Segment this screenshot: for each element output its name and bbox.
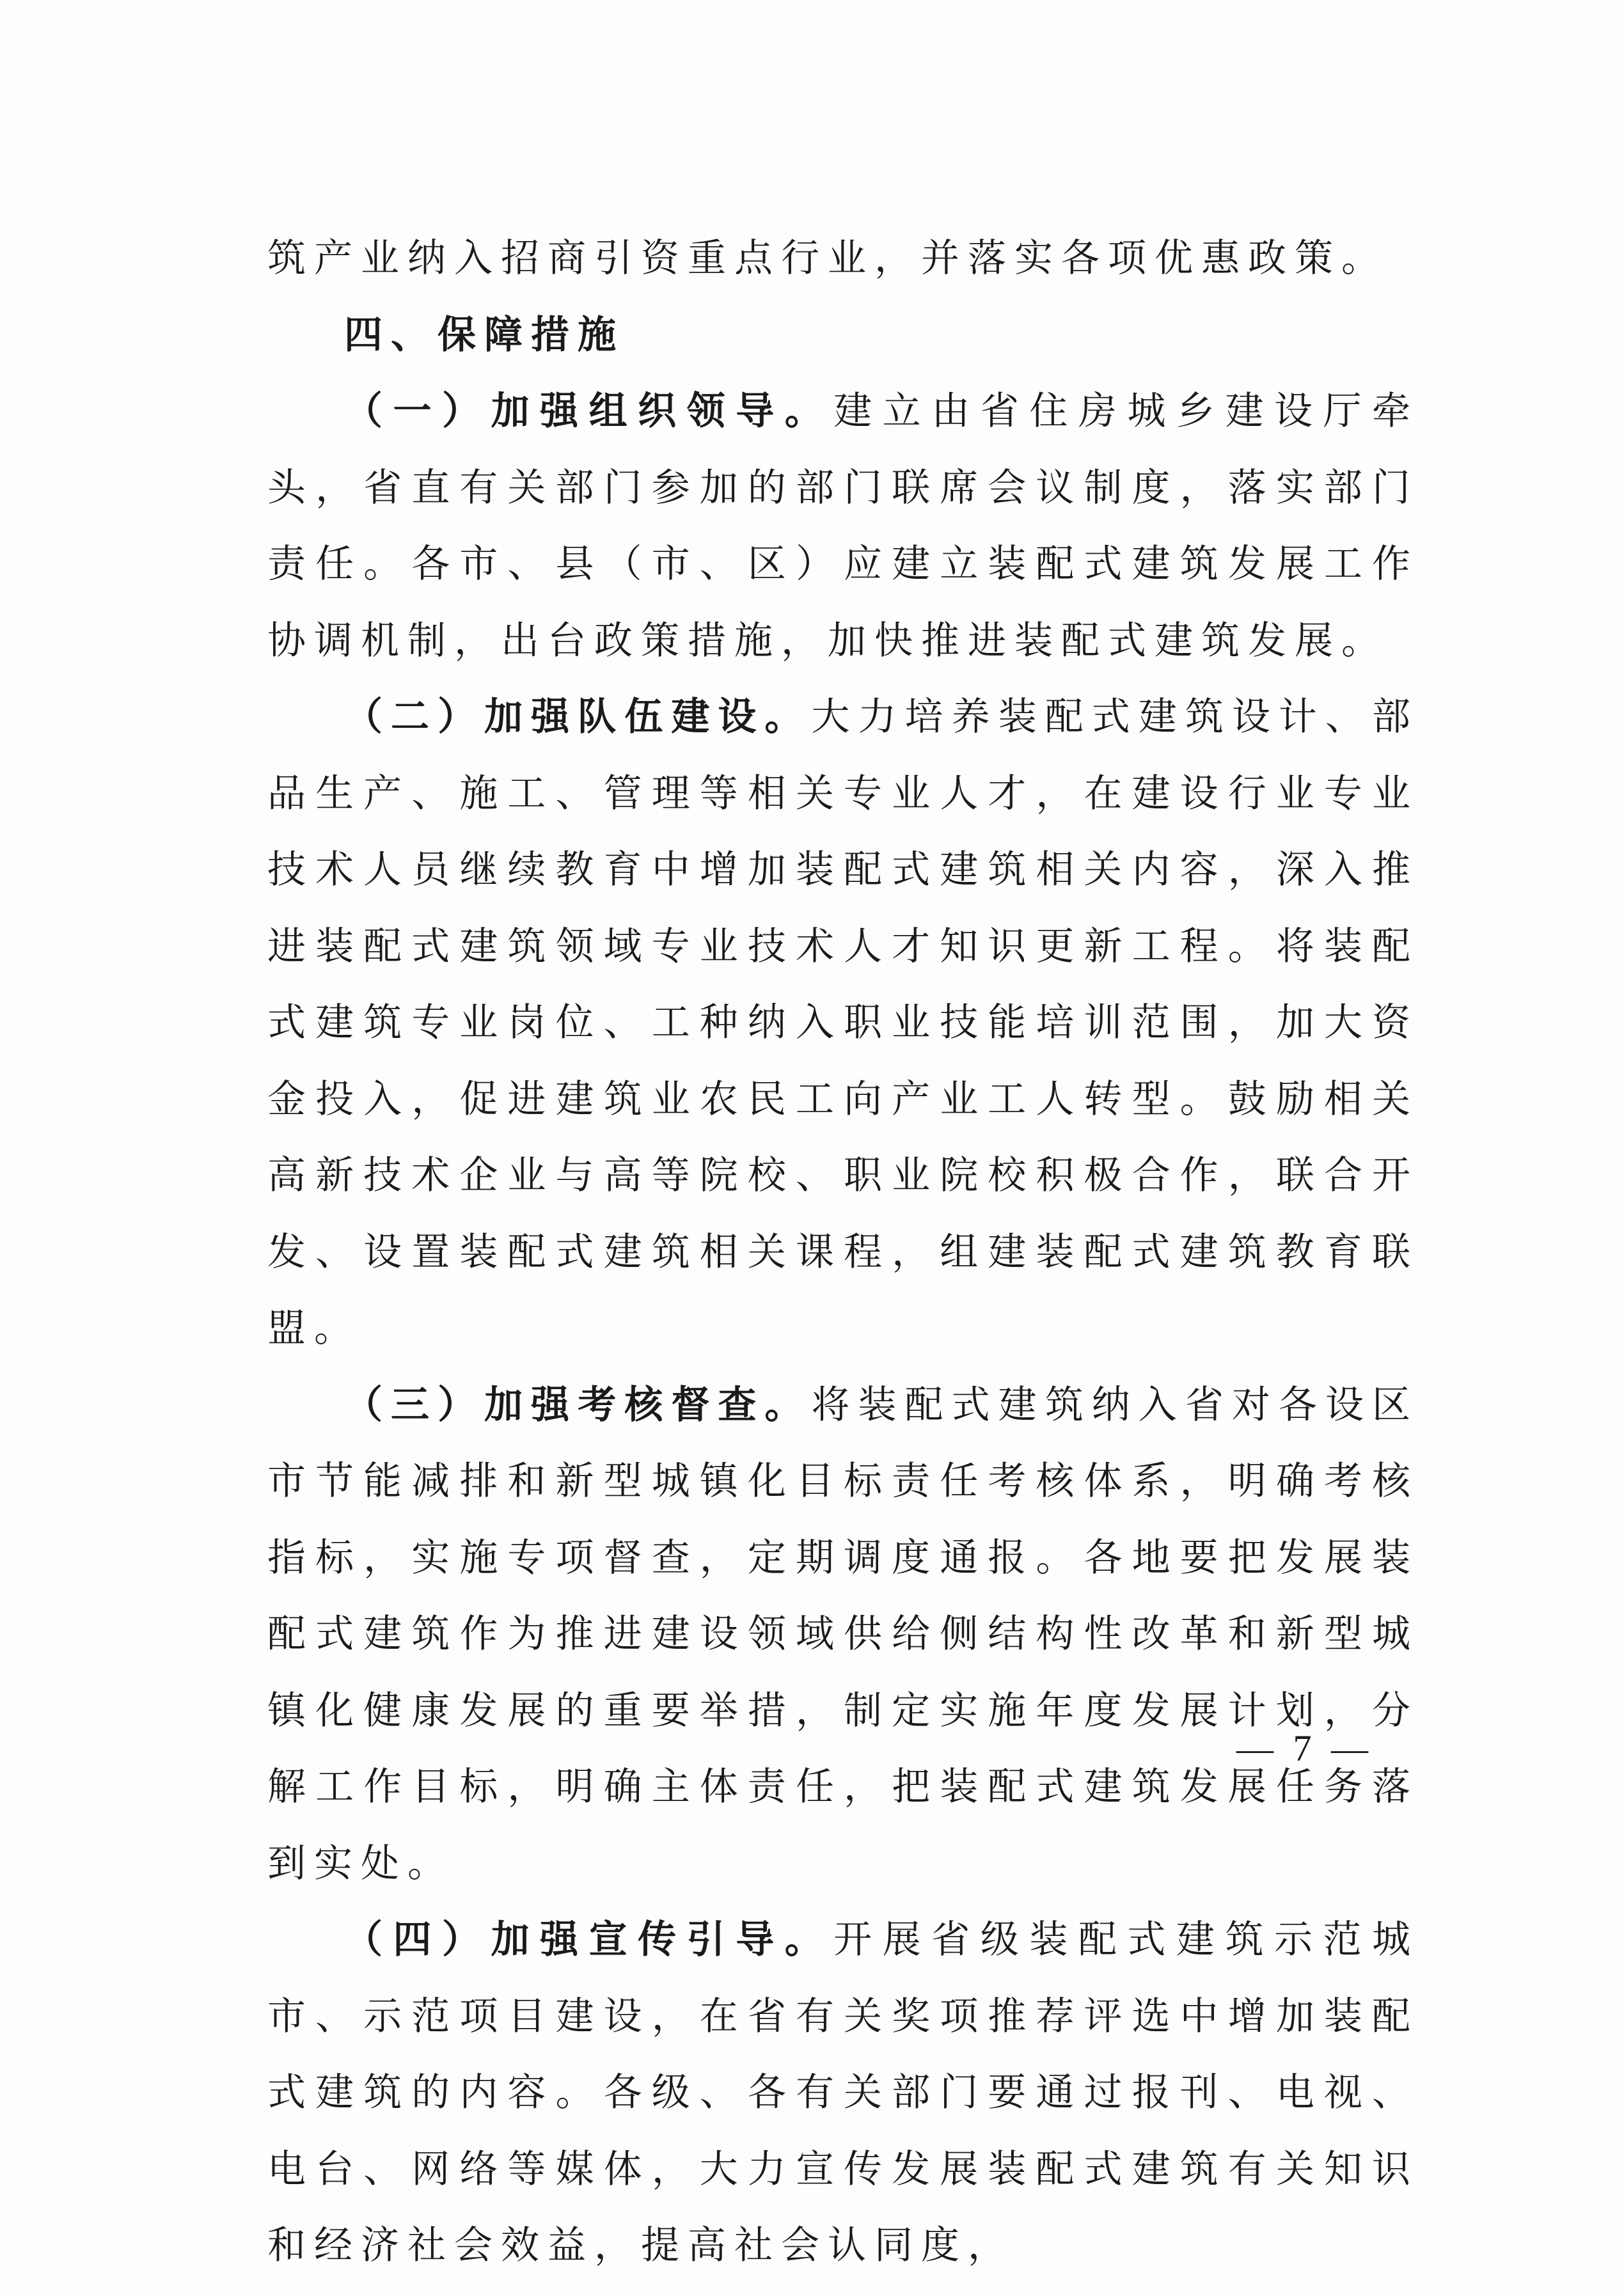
paragraph-assessment-supervision xyxy=(267,1367,1419,1903)
paragraph-body: 将装配式建筑纳入省对各设区市节能减排和新型城镇化目标责任考核体系，明确考核指标，实施专项督查，定期调度通报。各地要把发展装配式建筑作为推进建设领域供给侧结构性改革和新型城镇化健康发展的重要举措，制定实施年度发展计划，分解工作目标，明确主体责任，把装配式建筑发展任务落到实处。 xyxy=(267,1382,1419,1886)
paragraph-lead: （二）加强队伍建设。 xyxy=(344,695,812,739)
paragraph-lead: （四）加强宣传引导。 xyxy=(344,1917,834,1962)
page-number: — 7 — xyxy=(1236,1727,1373,1769)
paragraph-lead: （一）加强组织领导。 xyxy=(344,389,834,434)
continuation-paragraph: 筑产业纳入招商引资重点行业，并落实各项优惠政策。 xyxy=(267,236,1388,281)
paragraph-team-building xyxy=(267,679,1419,1367)
document-body xyxy=(267,221,1419,2284)
paragraph-body: 开展省级装配式建筑示范城市、示范项目建设，在省有关奖项推荐评选中增加装配式建筑的内容。各级、各有关部门要通过报刊、电视、电台、网络等媒体，大力宣传发展装配式建筑有关知识和经济社会效益，提高社会认同度， xyxy=(267,1917,1419,2268)
paragraph-body: 建立由省住房城乡建设厅牵头，省直有关部门参加的部门联席会议制度，落实部门责任。各市、县（市、区）应建立装配式建筑发展工作协调机制，出台政策措施，加快推进装配式建筑发展。 xyxy=(267,389,1419,663)
paragraph-publicity-guidance xyxy=(267,1902,1419,2284)
section-heading: 四、保障措施 xyxy=(344,312,624,358)
paragraph-organization-leadership xyxy=(267,373,1419,679)
paragraph-lead: （三）加强考核督查。 xyxy=(344,1382,812,1427)
paragraph-body: 大力培养装配式建筑设计、部品生产、施工、管理等相关专业人才，在建设行业专业技术人员继续教育中增加装配式建筑相关内容，深入推进装配式建筑领域专业技术人才知识更新工程。将装配式建筑专业岗位、工种纳入职业技能培训范围，加大资金投入，促进建筑业农民工向产业工人转型。鼓励相关高新技术企业与高等院校、职业院校积极合作，联合开发、设置装配式建筑相关课程，组建装配式建筑教育联盟。 xyxy=(267,695,1419,1351)
